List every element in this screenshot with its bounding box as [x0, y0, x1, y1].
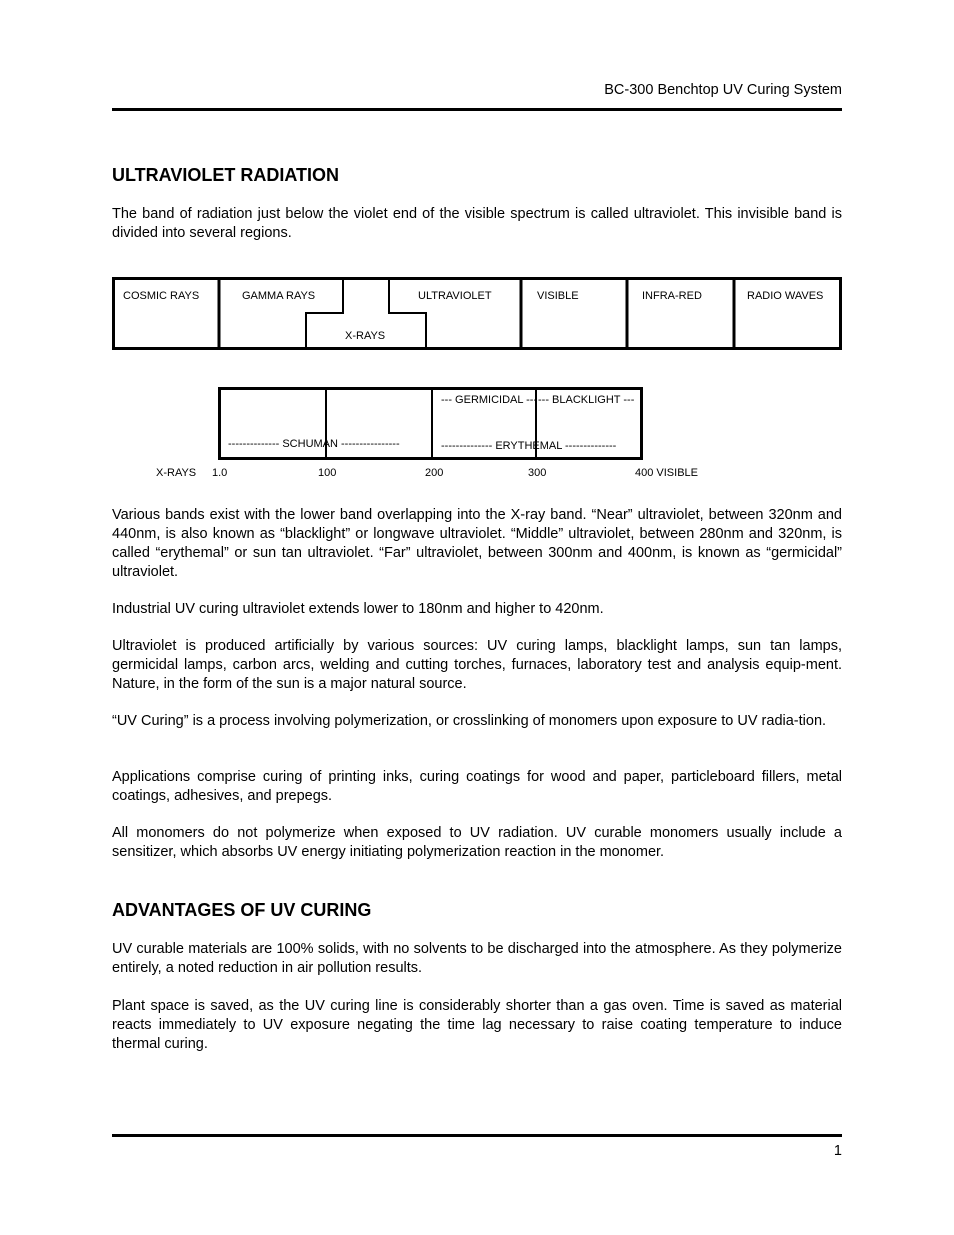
band-label-cosmic-rays: COSMIC RAYS	[123, 290, 200, 302]
spectrum-diagram	[0, 0, 954, 500]
band-label-radio-waves: RADIO WAVES	[747, 290, 824, 302]
paragraph: All monomers do not polymerize when exposed to UV radiation. UV curable monomers usually include a sensitizer, which absorbs UV energy initiating polymerization reaction in the monomer.	[112, 825, 842, 860]
band-label-visible: VISIBLE	[537, 290, 579, 302]
spectrum-frame	[114, 279, 841, 349]
paragraph: “UV Curing” is a process involving polymerization, or crosslinking of monomers upon exposure to UV radia-tion.	[112, 713, 827, 729]
paragraph: Ultraviolet is produced artificially by various sources: UV curing lamps, blacklight lamps, sun tan lamps, germicidal lamps, carbon arcs, welding and cutting torches, furnaces, laboratory test and analysis equip-ment. Nature, in the form of the sun is a major natural source.	[112, 638, 842, 692]
schuman-label: -------------- SCHUMAN ----------------	[228, 438, 400, 450]
band-label-infra-red: INFRA-RED	[642, 290, 702, 302]
paragraph: UV curable materials are 100% solids, with no solvents to be discharged into the atmosphere. As they polymerize entirely, a noted reduction in air pollution results.	[112, 941, 842, 976]
running-header: BC-300 Benchtop UV Curing System	[604, 82, 842, 98]
section-heading-advantages: ADVANTAGES OF UV CURING	[112, 900, 372, 920]
footer-rule	[112, 1134, 842, 1137]
paragraph: Plant space is saved, as the UV curing line is considerably shorter than a gas oven. Time is saved as material reacts immediately to UV exposure negating the time lag necessary to raise coating temperature to induce thermal curing.	[112, 998, 842, 1052]
paragraph: Various bands exist with the lower band overlapping into the X-ray band. “Near” ultraviolet, between 320nm and 440nm, is also known as “blacklight” or longwave ultraviolet. “Middle” ultraviolet, between 280nm and 320nm, is called “erythemal” or sun tan ultraviolet. “Far” ultraviolet, between 300nm and 400nm, is known as “germicidal” ultraviolet.	[112, 507, 842, 580]
scale-xrays-label: X-RAYS	[156, 467, 197, 479]
scale-tick-label: 200	[425, 467, 444, 479]
band-label-x-rays: X-RAYS	[345, 330, 386, 342]
scale-tick-label: 1.0	[212, 467, 228, 479]
band-label-ultraviolet: ULTRAVIOLET	[418, 290, 492, 302]
scale-tick-label: 100	[318, 467, 337, 479]
scale-tick-label: 400 VISIBLE	[635, 467, 698, 479]
band-label-gamma-rays: GAMMA RAYS	[242, 290, 316, 302]
paragraph: Industrial UV curing ultraviolet extends lower to 180nm and higher to 420nm.	[112, 601, 604, 617]
page-number: 1	[833, 1143, 842, 1159]
germicidal-label: --- GERMICIDAL ---	[441, 394, 538, 406]
erythemal-label: -------------- ERYTHEMAL --------------	[441, 440, 617, 452]
section-heading-ultraviolet-radiation: ULTRAVIOLET RADIATION	[112, 165, 339, 185]
paragraph: Applications comprise curing of printing inks, curing coatings for wood and paper, particleboard fillers, metal coatings, adhesives, and prepegs.	[112, 769, 842, 804]
blacklight-label: --- BLACKLIGHT ---	[538, 394, 635, 406]
paragraph: The band of radiation just below the violet end of the visible spectrum is called ultraviolet. This invisible band is divided into several regions.	[112, 206, 842, 241]
scale-tick-label: 300	[528, 467, 547, 479]
